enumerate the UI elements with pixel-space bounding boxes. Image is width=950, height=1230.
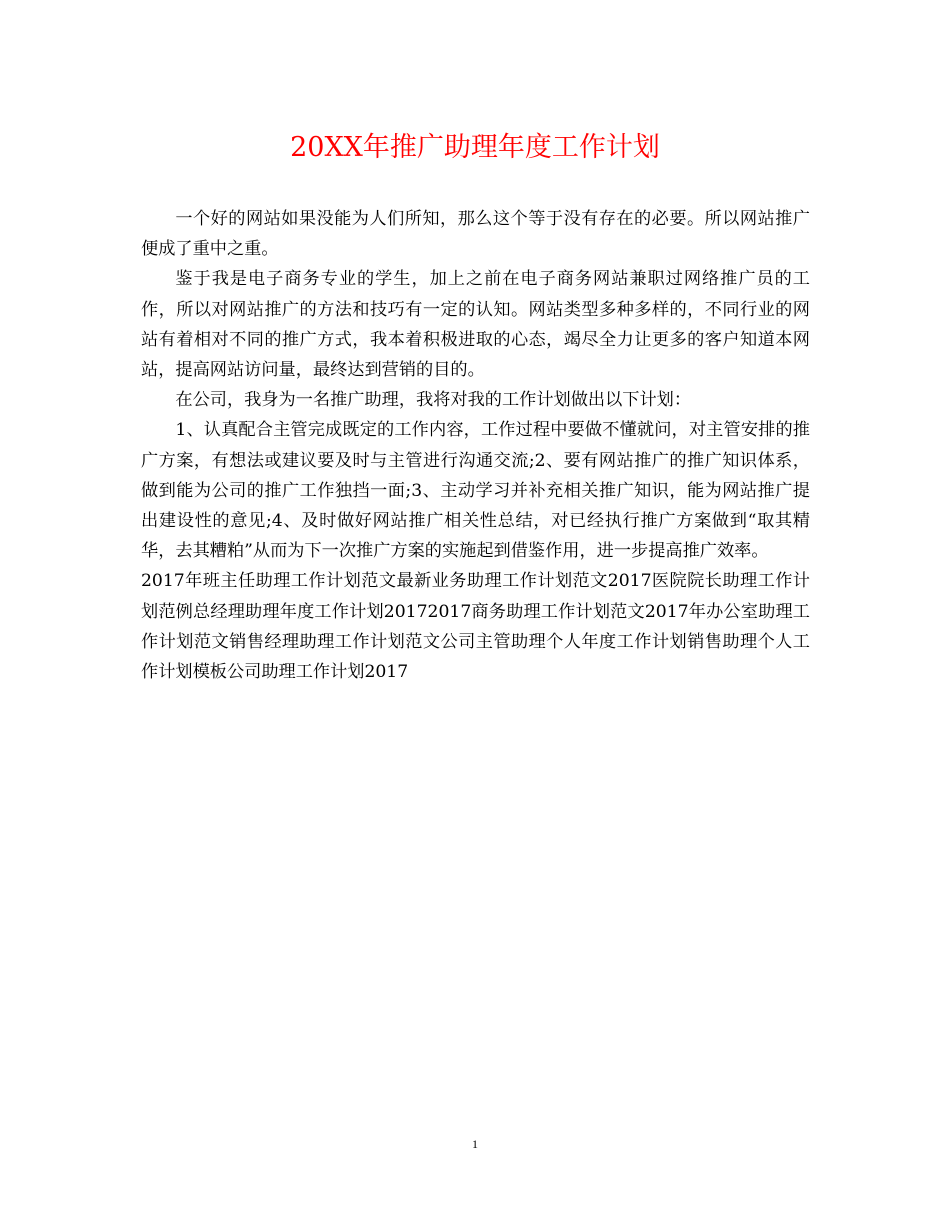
paragraph-plan-items: 1、认真配合主管完成既定的工作内容，工作过程中要做不懂就问，对主管安排的推广方案，有想法或建议要及时与主管进行沟通交流;2、要有网站推广的推广知识体系，做到能为公司的推广工作独挡一面;3、主动学习并补充相关推广知识，能为网站推广提出建设性的意见;4、及时做好网站推广相关性总结，对已经执行推广方案做到“取其精华，去其糟粕”从而为下一次推广方案的实施起到借鉴作用，进一步提高推广效率。 [141, 420, 810, 562]
related-articles-text: 2017年班主任助理工作计划范文最新业务助理工作计划范文2017医院院长助理工作计划范例总经理助理年度工作计划20172017商务助理工作计划范文2017年办公室助理工作计划范文销售经理助理工作计划范文公司主管助理个人年度工作计划销售助理个人工作计划模板公司助理工作计划2017 [141, 571, 810, 683]
document-body [141, 204, 810, 687]
paragraph-intro: 一个好的网站如果没能为人们所知，那么这个等于没有存在的必要。所以网站推广便成了重中之重。 [141, 209, 810, 260]
page-number: 1 [472, 1137, 478, 1151]
paragraph-plan-intro: 在公司，我身为一名推广助理，我将对我的工作计划做出以下计划： [175, 390, 692, 411]
document-title: 20XX年推广助理年度工作计划 [290, 132, 660, 163]
paragraph-background: 鉴于我是电子商务专业的学生，加上之前在电子商务网站兼职过网络推广员的工作，所以对网站推广的方法和技巧有一定的认知。网站类型多种多样的，不同行业的网站有着相对不同的推广方式，我本着积极进取的心态，竭尽全力让更多的客户知道本网站，提高网站访问量，最终达到营销的目的。 [141, 269, 810, 381]
